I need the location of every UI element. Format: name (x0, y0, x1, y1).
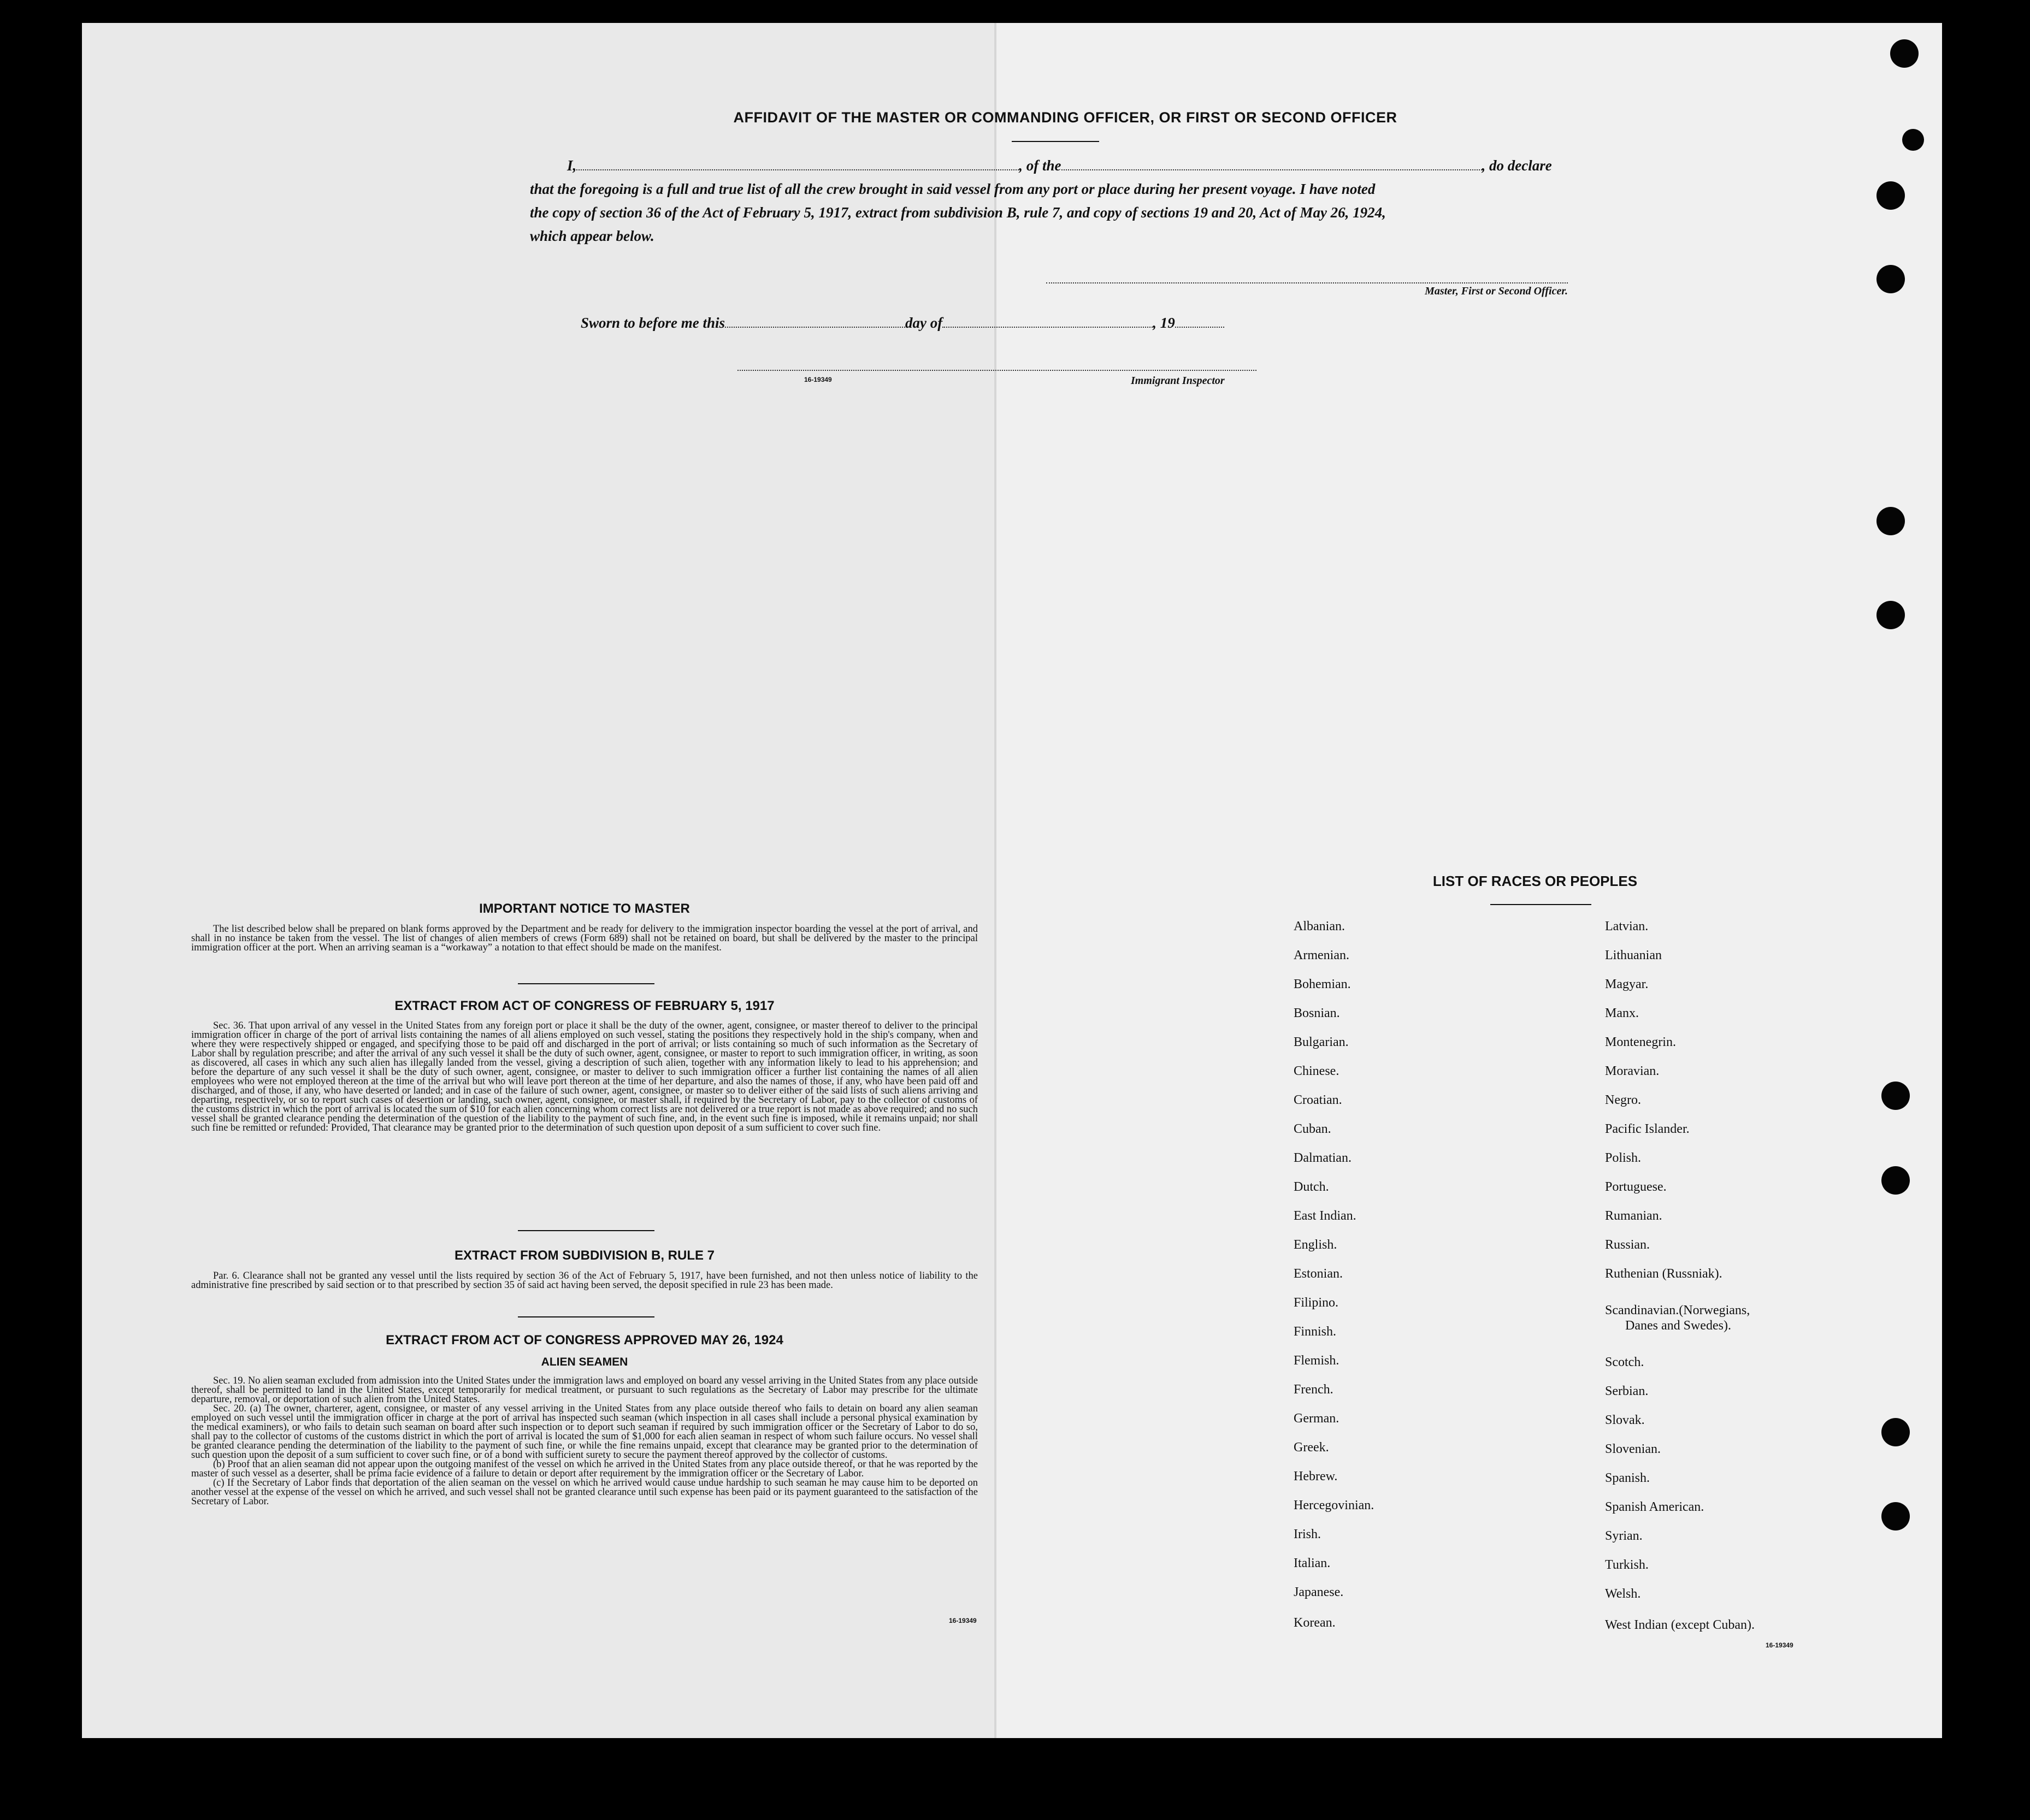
races-title: LIST OF RACES OR PEOPLES (1432, 873, 1638, 889)
sworn-year-label: , 19 (1153, 315, 1175, 331)
punch-hole (1881, 1502, 1910, 1531)
race-item: Finnish. (1294, 1325, 1337, 1339)
race-item: Pacific Islander. (1605, 1122, 1690, 1136)
affidavit-line-1 (530, 154, 1568, 178)
vessel-name-field[interactable] (1061, 157, 1482, 170)
race-item: Manx. (1605, 1006, 1639, 1020)
declarant-name-field[interactable] (576, 157, 1019, 170)
declare-label: , do declare (1482, 157, 1552, 174)
race-item: Spanish American. (1605, 1500, 1704, 1514)
extract-1924-block (191, 1376, 978, 1506)
form-number: 16-19349 (804, 376, 832, 383)
race-item: Albanian. (1294, 919, 1345, 933)
extract-1917-block (191, 1021, 978, 1133)
race-item: Scandinavian.(Norwegians, (1605, 1303, 1750, 1317)
race-item: Bulgarian. (1294, 1035, 1349, 1049)
extract-1924-title: EXTRACT FROM ACT OF CONGRESS APPROVED MAY 26, 1924 (386, 1333, 783, 1348)
affidavit-line-2: that the foregoing is a full and true list of all the crew brought in said vessel from any port or place during her present voyage. I have noted (530, 181, 1376, 197)
race-item: Rumanian. (1605, 1209, 1662, 1223)
divider (518, 1316, 654, 1317)
race-item: Lithuanian (1605, 948, 1662, 962)
race-item: East Indian. (1294, 1209, 1356, 1223)
sworn-line (581, 311, 1224, 335)
race-item: Dutch. (1294, 1180, 1329, 1194)
race-item: Dalmatian. (1294, 1151, 1352, 1165)
sworn-year-field[interactable] (1175, 315, 1224, 328)
form-number: 16-19349 (1766, 1641, 1793, 1649)
notice-text-block (191, 925, 978, 953)
race-item: Italian. (1294, 1556, 1331, 1570)
affidavit-title: AFFIDAVIT OF THE MASTER OR COMMANDING OFFICER, OR FIRST OR SECOND OFFICER (733, 109, 1397, 126)
sworn-date-field[interactable] (725, 315, 905, 328)
race-item: Syrian. (1605, 1529, 1643, 1543)
race-item: Estonian. (1294, 1267, 1343, 1281)
race-item: Bosnian. (1294, 1006, 1340, 1020)
notice-text: The list described below shall be prepared on blank forms approved by the Department and be ready for delivery to the immigration inspector boarding the vessel at the port of arrival, and shall in no instance be taken from the vessel. The list of changes of alien members of crews (Form 689) shall not be retained on board, but shall be delivered by the master to the principal immigration officer at the port. When an arriving seaman is a “workaway” a notation to that effect should be made on the manifest. (191, 924, 978, 953)
race-item: Korean. (1294, 1616, 1336, 1630)
race-item: Hercegovinian. (1294, 1498, 1374, 1512)
form-number: 16-19349 (949, 1617, 977, 1624)
race-item: German. (1294, 1411, 1339, 1426)
extract-1917-title: EXTRACT FROM ACT OF CONGRESS OF FEBRUARY 5, 1917 (394, 998, 775, 1013)
race-item: French. (1294, 1382, 1333, 1397)
race-item: Hebrew. (1294, 1469, 1338, 1484)
race-item: Slovenian. (1605, 1442, 1661, 1456)
master-signature-label: Master, First or Second Officer. (1425, 285, 1568, 297)
punch-hole (1876, 601, 1905, 629)
race-item: Latvian. (1605, 919, 1649, 933)
race-item: Serbian. (1605, 1384, 1649, 1398)
sworn-prefix: Sworn to before me this (581, 315, 725, 331)
punch-hole (1890, 39, 1919, 68)
race-item: Bohemian. (1294, 977, 1351, 991)
alien-seamen-subtitle: ALIEN SEAMEN (541, 1356, 628, 1368)
section-19-text: Sec. 19. No alien seaman excluded from admission into the United States under the immigration laws and employed on board any vessel arriving in the United States from any place outside thereof, shall be permitted to land in the United States, except temporarily for medical treatment, or pursuant to such regulations as the Secretary of Labor may prescribe for the ultimate departure, removal, or deportation of such alien from the United States. (191, 1375, 978, 1405)
of-the-label: , of the (1019, 157, 1061, 174)
declarant-prefix: I, (567, 157, 577, 174)
race-item: Spanish. (1605, 1471, 1650, 1485)
race-item: Cuban. (1294, 1122, 1331, 1136)
punch-hole (1876, 507, 1905, 535)
race-item: Japanese. (1294, 1585, 1344, 1599)
inspector-label: Immigrant Inspector (1131, 375, 1225, 387)
section-20a-text: Sec. 20. (a) The owner, charterer, agent, consignee, or master of any vessel arriving in the United States from any place outside thereof who fails to detain on board any alien seaman employed on such vessel until the immigration officer in charge at the port of arrival has inspected such seaman (which inspection in all cases shall include a personal physical examination by the medical examiners), or who fails to detain such seaman on board after such inspection or to deport such seaman if required by such immigration officer or the Secretary of Labor to do so, shall pay to the collector of customs of the customs district in which the port of arrival is located the sum of $1,000 for each alien seaman in respect of whom such failure occurs. No vessel shall be granted clearance pending the determination of the liability to the payment of such fine, or while the fine remains unpaid, except that clearance may be granted prior to the determination of such question upon the deposit of a sum sufficient to cover such fine, or of a bond with sufficient surety to secure the payment thereof approved by the collector of customs. (191, 1403, 978, 1461)
race-item: Ruthenian (Russniak). (1605, 1267, 1722, 1281)
notice-title: IMPORTANT NOTICE TO MASTER (479, 901, 690, 916)
race-item: Magyar. (1605, 977, 1649, 991)
punch-hole (1876, 265, 1905, 293)
race-item: Flemish. (1294, 1354, 1339, 1368)
page-fold (994, 23, 996, 1738)
section-20b-text: (b) Proof that an alien seaman did not appear upon the outgoing manifest of the vessel on which he arrived in the United States from any place outside thereof, or that he was reported by the master of such vessel as a deserter, shall be prima facie evidence of a failure to detain or deport after requirement by the immigration officer or the Secretary of Labor. (191, 1459, 978, 1479)
paragraph-6-text: Par. 6. Clearance shall not be granted any vessel until the lists required by section 36 of the Act of February 5, 1917, have been furnished, and not then unless notice of liability to the administrative fine prescribed by said section or to that prescribed by section 35 of said act having been served, the deposit specified in rule 23 has been made. (191, 1271, 978, 1291)
sworn-day-label: day of (905, 315, 943, 331)
divider (1490, 904, 1591, 905)
punch-hole (1881, 1082, 1910, 1110)
punch-hole (1881, 1418, 1910, 1446)
race-item: Negro. (1605, 1093, 1641, 1107)
race-item: Armenian. (1294, 948, 1349, 962)
punch-hole (1902, 129, 1924, 151)
punch-hole (1881, 1166, 1910, 1195)
race-item: Filipino. (1294, 1296, 1339, 1310)
subdivision-b-title: EXTRACT FROM SUBDIVISION B, RULE 7 (454, 1248, 715, 1263)
divider (518, 983, 654, 984)
race-item: West Indian (except Cuban). (1605, 1618, 1755, 1632)
race-item: Montenegrin. (1605, 1035, 1676, 1049)
race-item: Russian. (1605, 1238, 1650, 1252)
sworn-month-field[interactable] (942, 315, 1153, 328)
inspector-signature-field[interactable] (737, 369, 1256, 371)
race-item: Scotch. (1605, 1355, 1644, 1369)
race-item: Greek. (1294, 1440, 1329, 1455)
section-20c-text: (c) If the Secretary of Labor finds that deportation of the alien seaman on the vessel on which he arrived would cause undue hardship to such seaman he may cause him to be deported on another vessel at the expense of the vessel on which he arrived, and such vessel shall not be granted clearance until such expense has been paid or its payment guaranteed to the satisfaction of the Secretary of Labor. (191, 1478, 978, 1507)
race-item: Moravian. (1605, 1064, 1660, 1078)
subdivision-b-block (191, 1272, 978, 1290)
affidavit-body (530, 154, 1568, 248)
race-item: Turkish. (1605, 1558, 1649, 1572)
race-item: Welsh. (1605, 1587, 1641, 1601)
divider (1012, 141, 1099, 142)
punch-hole (1876, 181, 1905, 210)
race-item: Portuguese. (1605, 1180, 1667, 1194)
race-item: Polish. (1605, 1151, 1642, 1165)
race-item: Slovak. (1605, 1413, 1645, 1427)
race-item: Croatian. (1294, 1093, 1342, 1107)
section-36-text: Sec. 36. That upon arrival of any vessel in the United States from any foreign port or place it shall be the duty of the owner, agent, consignee, or master thereof to deliver to the principal immigration officer in charge of the port of arrival lists containing the names of all aliens employed on such vessel, stating the positions they respectively hold in the ship's company, when and where they were respectively shipped or engaged, and specifying those to be paid off and discharged in the port of arrival; or lists containing so much of such information as the Secretary of Labor shall by regulation prescribe; and after the arrival of any such vessel it shall be the duty of such owner, agent, consignee, or master to report to such immigration officer, in writing, as soon as discovered, all cases in which any such alien has illegally landed from the vessel, giving a description of such alien, together with any information likely to lead to his apprehension; and before the departure of any such vessel it shall be the duty of such owner, agent, consignee, or master to deliver to such immigration officer a further list containing the names of all alien employees who were not employed thereon at the time of the arrival but who will leave port thereon at the time of her departure, and also the names of those, if any, who have been paid off and discharged, and of those, if any, who have deserted or landed; and in case of the failure of such owner, agent, consignee, or master so to deliver either of the said lists of such aliens arriving and departing, respectively, or so to report such cases of desertion or landing, such owner, agent, consignee, or master shall, if required by the Secretary of Labor, pay to the collector of customs of the customs district in which the port of arrival is located the sum of $10 for each alien concerning whom correct lists are not delivered or a true report is not made as above required; and no such vessel shall be granted clearance pending the determination of the question of the liability to the payment of such fine, and, in the event such fine is imposed, while it remains unpaid; nor shall such fine be remitted or refunded: Provided, That clearance may be granted prior to the determination of such question upon deposit of a sum sufficient to cover such fine. (191, 1020, 978, 1133)
race-item: English. (1294, 1238, 1337, 1252)
race-item: Irish. (1294, 1527, 1321, 1541)
affidavit-line-4: which appear below. (530, 228, 654, 244)
race-item: Chinese. (1294, 1064, 1339, 1078)
master-signature-field[interactable] (1046, 281, 1568, 283)
divider (518, 1230, 654, 1231)
affidavit-line-3: the copy of section 36 of the Act of February 5, 1917, extract from subdivision B, rule 7, and copy of sections 19 and 20, Act of May 26, 1924, (530, 204, 1386, 221)
race-item: Danes and Swedes). (1625, 1319, 1731, 1333)
